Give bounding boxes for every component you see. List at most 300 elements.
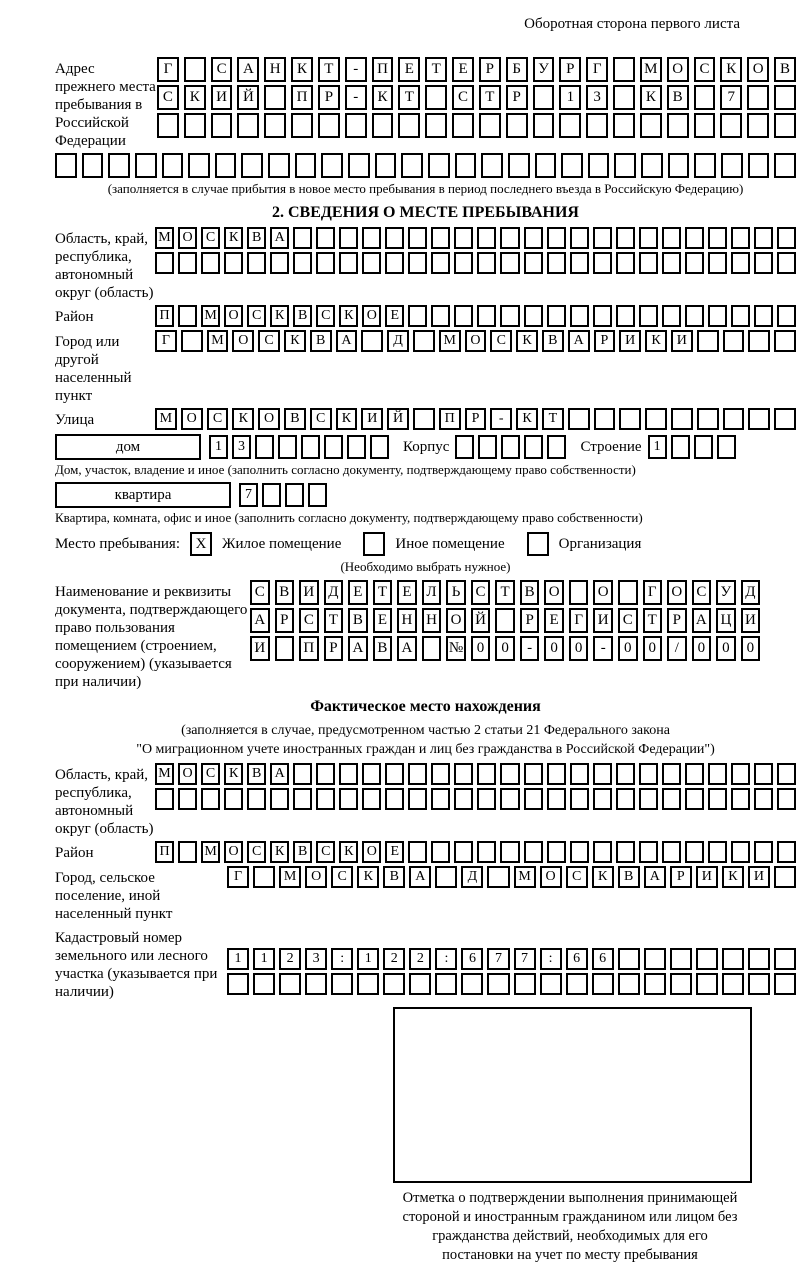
char-cell[interactable] — [670, 973, 692, 995]
char-cell[interactable]: К — [372, 85, 394, 110]
char-cell[interactable]: О — [446, 608, 466, 633]
char-cell[interactable] — [616, 227, 635, 249]
char-cell[interactable]: С — [258, 330, 280, 352]
char-cell[interactable] — [508, 153, 530, 178]
char-cell[interactable] — [592, 973, 614, 995]
char-cell[interactable] — [500, 841, 519, 863]
char-cell[interactable]: С — [316, 305, 335, 327]
char-cell[interactable]: О — [362, 841, 381, 863]
char-cell[interactable]: 7 — [487, 948, 509, 970]
char-cell[interactable]: Р — [506, 85, 528, 110]
char-cell[interactable] — [639, 252, 658, 274]
char-cell[interactable]: А — [336, 330, 358, 352]
char-cell[interactable] — [723, 408, 745, 430]
char-cell[interactable] — [162, 153, 184, 178]
char-cell[interactable] — [722, 973, 744, 995]
char-cell[interactable] — [495, 608, 515, 633]
char-cell[interactable]: Р — [275, 608, 295, 633]
char-cell[interactable] — [398, 113, 420, 138]
char-cell[interactable] — [774, 866, 796, 888]
char-cell[interactable]: С — [157, 85, 179, 110]
char-cell[interactable] — [774, 973, 796, 995]
char-cell[interactable]: Г — [157, 57, 179, 82]
char-cell[interactable]: В — [542, 330, 564, 352]
char-cell[interactable]: В — [774, 57, 796, 82]
char-cell[interactable] — [178, 788, 197, 810]
char-cell[interactable] — [777, 252, 796, 274]
char-cell[interactable] — [454, 252, 473, 274]
char-cell[interactable]: К — [284, 330, 306, 352]
char-cell[interactable]: В — [284, 408, 306, 430]
char-cell[interactable] — [201, 252, 220, 274]
char-cell[interactable] — [662, 252, 681, 274]
char-cell[interactable]: Н — [397, 608, 417, 633]
char-cell[interactable]: К — [339, 305, 358, 327]
char-cell[interactable] — [339, 227, 358, 249]
char-cell[interactable]: С — [310, 408, 332, 430]
char-cell[interactable] — [616, 788, 635, 810]
char-cell[interactable] — [401, 153, 423, 178]
char-cell[interactable]: П — [155, 305, 174, 327]
char-cell[interactable]: В — [373, 636, 393, 661]
char-cell[interactable]: 2 — [279, 948, 301, 970]
char-cell[interactable]: А — [397, 636, 417, 661]
char-cell[interactable] — [224, 252, 243, 274]
char-cell[interactable] — [616, 841, 635, 863]
char-cell[interactable] — [500, 252, 519, 274]
char-cell[interactable] — [413, 330, 435, 352]
char-cell[interactable] — [452, 113, 474, 138]
char-cell[interactable]: В — [348, 608, 368, 633]
char-cell[interactable] — [547, 841, 566, 863]
char-cell[interactable] — [362, 763, 381, 785]
char-cell[interactable] — [408, 763, 427, 785]
char-cell[interactable] — [339, 252, 358, 274]
char-cell[interactable] — [694, 435, 713, 459]
char-cell[interactable]: К — [224, 763, 243, 785]
char-cell[interactable] — [754, 841, 773, 863]
char-cell[interactable]: Р — [520, 608, 540, 633]
char-cell[interactable]: К — [720, 57, 742, 82]
char-cell[interactable]: В — [667, 85, 689, 110]
char-cell[interactable] — [270, 788, 289, 810]
char-cell[interactable]: Н — [264, 57, 286, 82]
char-cell[interactable] — [435, 866, 457, 888]
char-cell[interactable] — [618, 973, 640, 995]
char-cell[interactable] — [253, 973, 275, 995]
char-cell[interactable] — [685, 305, 704, 327]
char-cell[interactable] — [370, 435, 389, 459]
char-cell[interactable]: 0 — [643, 636, 663, 661]
char-cell[interactable]: С — [566, 866, 588, 888]
char-cell[interactable] — [361, 330, 383, 352]
char-cell[interactable]: С — [207, 408, 229, 430]
char-cell[interactable] — [570, 841, 589, 863]
char-cell[interactable]: 0 — [716, 636, 736, 661]
char-cell[interactable]: В — [247, 227, 266, 249]
char-cell[interactable] — [720, 113, 742, 138]
char-cell[interactable] — [547, 252, 566, 274]
char-cell[interactable]: - — [593, 636, 613, 661]
char-cell[interactable]: С — [452, 85, 474, 110]
char-cell[interactable]: С — [201, 763, 220, 785]
char-cell[interactable] — [454, 841, 473, 863]
char-cell[interactable]: Е — [385, 841, 404, 863]
char-cell[interactable]: 1 — [559, 85, 581, 110]
char-cell[interactable]: Е — [348, 580, 368, 605]
char-cell[interactable] — [662, 305, 681, 327]
char-cell[interactable] — [264, 113, 286, 138]
char-cell[interactable] — [385, 763, 404, 785]
char-cell[interactable] — [461, 973, 483, 995]
char-cell[interactable]: Т — [373, 580, 393, 605]
char-cell[interactable]: Р — [324, 636, 344, 661]
char-cell[interactable]: О — [258, 408, 280, 430]
char-cell[interactable]: М — [514, 866, 536, 888]
char-cell[interactable] — [247, 252, 266, 274]
char-cell[interactable] — [566, 973, 588, 995]
char-cell[interactable] — [408, 305, 427, 327]
char-cell[interactable] — [561, 153, 583, 178]
char-cell[interactable]: Н — [422, 608, 442, 633]
char-cell[interactable]: Г — [569, 608, 589, 633]
char-cell[interactable]: О — [178, 763, 197, 785]
char-cell[interactable] — [155, 252, 174, 274]
char-cell[interactable] — [295, 153, 317, 178]
char-cell[interactable]: А — [568, 330, 590, 352]
char-cell[interactable] — [731, 252, 750, 274]
char-cell[interactable] — [270, 252, 289, 274]
char-cell[interactable] — [500, 227, 519, 249]
char-cell[interactable]: С — [490, 330, 512, 352]
char-cell[interactable] — [685, 788, 704, 810]
char-cell[interactable] — [614, 153, 636, 178]
char-cell[interactable] — [708, 252, 727, 274]
char-cell[interactable] — [293, 227, 312, 249]
char-cell[interactable] — [385, 227, 404, 249]
char-cell[interactable]: К — [270, 305, 289, 327]
char-cell[interactable] — [533, 113, 555, 138]
char-cell[interactable]: М — [201, 305, 220, 327]
stay-option-organization-checkbox[interactable] — [527, 532, 549, 556]
char-cell[interactable]: 2 — [383, 948, 405, 970]
char-cell[interactable]: 1 — [648, 435, 667, 459]
char-cell[interactable] — [362, 227, 381, 249]
char-cell[interactable] — [774, 408, 796, 430]
char-cell[interactable] — [135, 153, 157, 178]
char-cell[interactable] — [181, 330, 203, 352]
char-cell[interactable]: К — [339, 841, 358, 863]
char-cell[interactable]: - — [520, 636, 540, 661]
char-cell[interactable] — [431, 763, 450, 785]
char-cell[interactable] — [227, 973, 249, 995]
char-cell[interactable] — [375, 153, 397, 178]
char-cell[interactable] — [616, 252, 635, 274]
char-cell[interactable]: Г — [586, 57, 608, 82]
char-cell[interactable] — [477, 227, 496, 249]
char-cell[interactable] — [477, 788, 496, 810]
char-cell[interactable] — [477, 252, 496, 274]
char-cell[interactable]: Й — [471, 608, 491, 633]
char-cell[interactable] — [694, 85, 716, 110]
char-cell[interactable]: 7 — [514, 948, 536, 970]
char-cell[interactable] — [431, 305, 450, 327]
char-cell[interactable] — [383, 973, 405, 995]
char-cell[interactable] — [708, 788, 727, 810]
char-cell[interactable]: Е — [544, 608, 564, 633]
char-cell[interactable] — [385, 252, 404, 274]
char-cell[interactable]: Р — [559, 57, 581, 82]
char-cell[interactable]: С — [471, 580, 491, 605]
char-cell[interactable] — [413, 408, 435, 430]
char-cell[interactable] — [362, 788, 381, 810]
char-cell[interactable] — [215, 153, 237, 178]
char-cell[interactable]: С — [247, 305, 266, 327]
char-cell[interactable] — [685, 841, 704, 863]
char-cell[interactable] — [409, 973, 431, 995]
char-cell[interactable] — [748, 948, 770, 970]
char-cell[interactable] — [731, 788, 750, 810]
char-cell[interactable] — [357, 973, 379, 995]
char-cell[interactable]: В — [247, 763, 266, 785]
char-cell[interactable] — [455, 435, 474, 459]
char-cell[interactable]: А — [692, 608, 712, 633]
char-cell[interactable]: : — [331, 948, 353, 970]
char-cell[interactable] — [731, 763, 750, 785]
char-cell[interactable]: К — [722, 866, 744, 888]
char-cell[interactable] — [241, 153, 263, 178]
char-cell[interactable] — [308, 483, 327, 507]
char-cell[interactable] — [524, 252, 543, 274]
char-cell[interactable] — [723, 330, 745, 352]
char-cell[interactable]: 1 — [227, 948, 249, 970]
char-cell[interactable]: И — [671, 330, 693, 352]
char-cell[interactable]: В — [293, 841, 312, 863]
char-cell[interactable] — [178, 841, 197, 863]
char-cell[interactable]: К — [592, 866, 614, 888]
char-cell[interactable]: 6 — [566, 948, 588, 970]
char-cell[interactable] — [570, 305, 589, 327]
char-cell[interactable]: Р — [667, 608, 687, 633]
char-cell[interactable]: Р — [594, 330, 616, 352]
char-cell[interactable]: К — [640, 85, 662, 110]
char-cell[interactable]: И — [299, 580, 319, 605]
char-cell[interactable]: К — [232, 408, 254, 430]
char-cell[interactable] — [275, 636, 295, 661]
char-cell[interactable] — [500, 763, 519, 785]
char-cell[interactable]: 3 — [232, 435, 251, 459]
char-cell[interactable] — [777, 841, 796, 863]
char-cell[interactable]: А — [409, 866, 431, 888]
char-cell[interactable]: П — [291, 85, 313, 110]
char-cell[interactable] — [570, 252, 589, 274]
char-cell[interactable]: И — [250, 636, 270, 661]
char-cell[interactable] — [641, 153, 663, 178]
char-cell[interactable]: 0 — [569, 636, 589, 661]
char-cell[interactable] — [291, 113, 313, 138]
char-cell[interactable] — [754, 305, 773, 327]
char-cell[interactable]: Д — [387, 330, 409, 352]
char-cell[interactable] — [731, 841, 750, 863]
char-cell[interactable] — [316, 788, 335, 810]
char-cell[interactable] — [547, 227, 566, 249]
char-cell[interactable] — [293, 788, 312, 810]
char-cell[interactable] — [594, 408, 616, 430]
char-cell[interactable] — [247, 788, 266, 810]
char-cell[interactable] — [339, 788, 358, 810]
char-cell[interactable] — [224, 788, 243, 810]
char-cell[interactable]: Г — [227, 866, 249, 888]
char-cell[interactable]: О — [305, 866, 327, 888]
char-cell[interactable] — [184, 57, 206, 82]
char-cell[interactable]: О — [667, 57, 689, 82]
char-cell[interactable] — [178, 252, 197, 274]
char-cell[interactable] — [324, 435, 343, 459]
char-cell[interactable]: О — [667, 580, 687, 605]
char-cell[interactable]: 7 — [239, 483, 258, 507]
char-cell[interactable] — [316, 763, 335, 785]
char-cell[interactable] — [777, 227, 796, 249]
char-cell[interactable] — [533, 85, 555, 110]
char-cell[interactable] — [685, 763, 704, 785]
char-cell[interactable] — [708, 305, 727, 327]
char-cell[interactable]: С — [211, 57, 233, 82]
char-cell[interactable]: 3 — [586, 85, 608, 110]
char-cell[interactable] — [316, 252, 335, 274]
char-cell[interactable] — [774, 85, 796, 110]
char-cell[interactable] — [639, 305, 658, 327]
char-cell[interactable] — [347, 435, 366, 459]
char-cell[interactable] — [613, 113, 635, 138]
char-cell[interactable] — [487, 973, 509, 995]
char-cell[interactable] — [694, 153, 716, 178]
char-cell[interactable]: 1 — [253, 948, 275, 970]
char-cell[interactable] — [255, 435, 274, 459]
char-cell[interactable] — [645, 408, 667, 430]
char-cell[interactable] — [540, 973, 562, 995]
char-cell[interactable] — [425, 113, 447, 138]
char-cell[interactable]: П — [439, 408, 461, 430]
char-cell[interactable] — [618, 948, 640, 970]
char-cell[interactable]: В — [520, 580, 540, 605]
char-cell[interactable] — [500, 305, 519, 327]
char-cell[interactable]: О — [362, 305, 381, 327]
char-cell[interactable] — [708, 763, 727, 785]
char-cell[interactable]: Д — [324, 580, 344, 605]
char-cell[interactable]: Т — [318, 57, 340, 82]
char-cell[interactable] — [662, 788, 681, 810]
char-cell[interactable] — [731, 305, 750, 327]
char-cell[interactable]: - — [345, 85, 367, 110]
char-cell[interactable] — [422, 636, 442, 661]
char-cell[interactable] — [640, 113, 662, 138]
char-cell[interactable] — [568, 408, 590, 430]
char-cell[interactable] — [670, 948, 692, 970]
char-cell[interactable] — [708, 841, 727, 863]
char-cell[interactable]: Р — [479, 57, 501, 82]
char-cell[interactable] — [479, 113, 501, 138]
char-cell[interactable]: В — [293, 305, 312, 327]
char-cell[interactable]: С — [250, 580, 270, 605]
char-cell[interactable]: Р — [465, 408, 487, 430]
char-cell[interactable] — [431, 252, 450, 274]
char-cell[interactable]: 0 — [544, 636, 564, 661]
char-cell[interactable]: Е — [397, 580, 417, 605]
char-cell[interactable]: - — [490, 408, 512, 430]
char-cell[interactable]: В — [383, 866, 405, 888]
char-cell[interactable] — [708, 227, 727, 249]
char-cell[interactable] — [454, 305, 473, 327]
char-cell[interactable]: О — [747, 57, 769, 82]
char-cell[interactable] — [593, 763, 612, 785]
char-cell[interactable] — [524, 841, 543, 863]
char-cell[interactable] — [777, 305, 796, 327]
char-cell[interactable]: О — [224, 841, 243, 863]
char-cell[interactable]: М — [155, 763, 174, 785]
char-cell[interactable] — [454, 788, 473, 810]
char-cell[interactable]: У — [533, 57, 555, 82]
char-cell[interactable]: 2 — [409, 948, 431, 970]
char-cell[interactable] — [316, 227, 335, 249]
char-cell[interactable] — [588, 153, 610, 178]
char-cell[interactable]: С — [201, 227, 220, 249]
char-cell[interactable] — [644, 973, 666, 995]
char-cell[interactable] — [748, 330, 770, 352]
char-cell[interactable] — [697, 408, 719, 430]
char-cell[interactable] — [253, 866, 275, 888]
char-cell[interactable] — [593, 788, 612, 810]
char-cell[interactable] — [301, 435, 320, 459]
stay-option-other-checkbox[interactable] — [363, 532, 385, 556]
char-cell[interactable]: О — [465, 330, 487, 352]
char-cell[interactable]: И — [741, 608, 761, 633]
char-cell[interactable]: 0 — [495, 636, 515, 661]
char-cell[interactable]: А — [270, 227, 289, 249]
char-cell[interactable]: Г — [643, 580, 663, 605]
char-cell[interactable] — [431, 227, 450, 249]
char-cell[interactable]: Д — [741, 580, 761, 605]
char-cell[interactable] — [524, 305, 543, 327]
char-cell[interactable]: Л — [422, 580, 442, 605]
char-cell[interactable]: К — [645, 330, 667, 352]
char-cell[interactable] — [774, 153, 796, 178]
char-cell[interactable] — [211, 113, 233, 138]
char-cell[interactable]: 1 — [209, 435, 228, 459]
char-cell[interactable] — [747, 113, 769, 138]
char-cell[interactable]: К — [270, 841, 289, 863]
char-cell[interactable] — [721, 153, 743, 178]
char-cell[interactable] — [428, 153, 450, 178]
char-cell[interactable]: Р — [318, 85, 340, 110]
char-cell[interactable]: О — [224, 305, 243, 327]
char-cell[interactable]: Т — [398, 85, 420, 110]
char-cell[interactable] — [559, 113, 581, 138]
char-cell[interactable] — [506, 113, 528, 138]
char-cell[interactable] — [385, 788, 404, 810]
char-cell[interactable]: М — [439, 330, 461, 352]
char-cell[interactable]: 1 — [357, 948, 379, 970]
char-cell[interactable]: : — [435, 948, 457, 970]
char-cell[interactable]: Е — [373, 608, 393, 633]
char-cell[interactable]: К — [336, 408, 358, 430]
char-cell[interactable] — [616, 763, 635, 785]
char-cell[interactable] — [264, 85, 286, 110]
char-cell[interactable] — [731, 227, 750, 249]
char-cell[interactable] — [431, 788, 450, 810]
char-cell[interactable] — [285, 483, 304, 507]
char-cell[interactable] — [662, 763, 681, 785]
char-cell[interactable]: М — [155, 227, 174, 249]
